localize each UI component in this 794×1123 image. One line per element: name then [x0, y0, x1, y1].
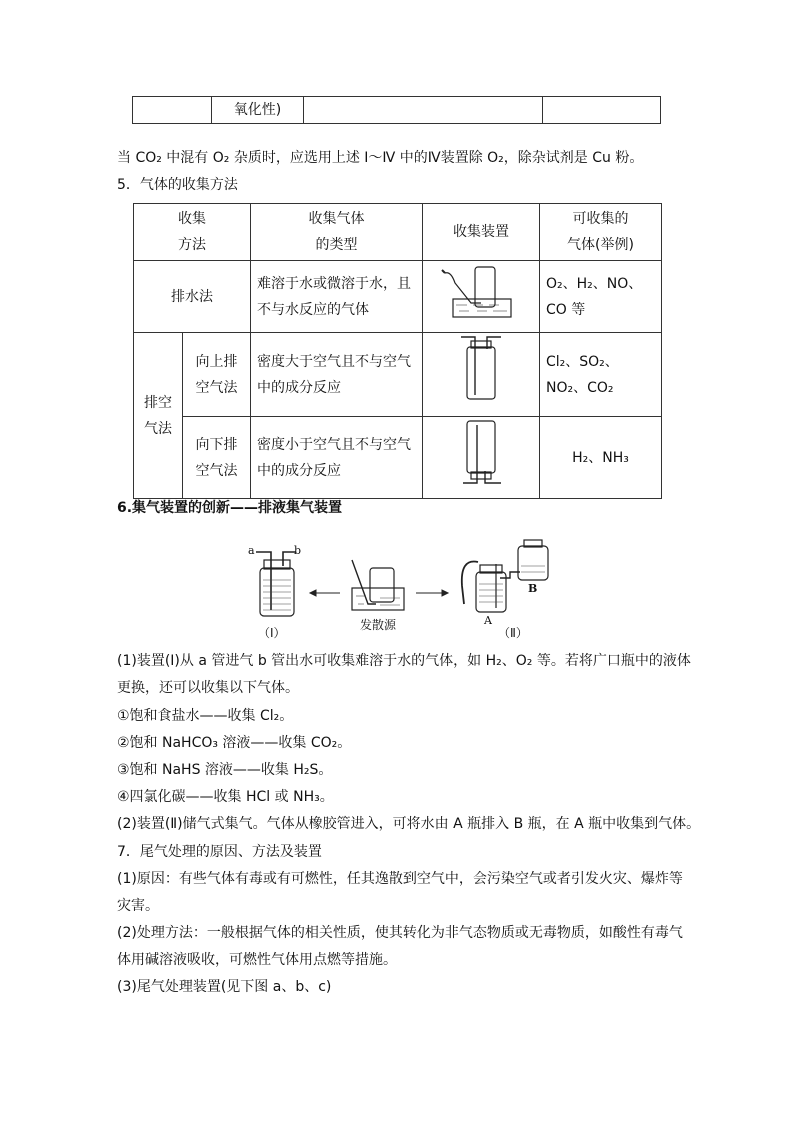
header-text: 气体(举例): [567, 237, 634, 253]
group-air-displacement: [134, 333, 183, 499]
figure-6: [240, 538, 570, 643]
header-text: 可收集的: [572, 211, 629, 227]
apparatus-downward-air: [423, 417, 540, 499]
examples-line: NO₂、CO₂: [546, 379, 614, 396]
label-b: b: [294, 544, 302, 557]
type-water: [251, 261, 423, 333]
header-text: 收集: [178, 211, 206, 227]
group-line: 排空: [144, 394, 172, 411]
paragraph-co2: 当 CO₂ 中混有 O₂ 杂质时，应选用上述 Ⅰ～Ⅳ 中的Ⅳ装置除 O₂，除杂试剂是 Cu 粉。: [117, 150, 644, 166]
method-line: 空气法: [195, 462, 238, 479]
top-table-cell: [543, 97, 661, 124]
p2: (2)装置(Ⅱ)储气式集气。气体从橡胶管进入，可将水由 A 瓶排入 B 瓶，在 A 瓶中收集到气体。: [117, 816, 701, 832]
header-type: [251, 204, 423, 261]
section-7-title: 7．尾气处理的原因、方法及装置: [117, 844, 322, 860]
apparatus-I: [256, 552, 296, 616]
list-item: ③饱和 NaHS 溶液——收集 H₂S。: [117, 762, 333, 778]
downward-air-apparatus-icon: [423, 417, 539, 489]
header-apparatus: [423, 204, 540, 261]
header-text: 收集气体: [308, 211, 365, 227]
apparatus-water: [423, 261, 540, 333]
label-center: 发散源: [360, 618, 397, 632]
label-a: a: [248, 544, 255, 557]
section-5-title: 5．气体的收集方法: [117, 177, 238, 193]
top-table: [132, 96, 661, 124]
type-line: 中的成分反应: [257, 462, 341, 479]
section-6-title: 6.集气装置的创新——排液集气装置: [117, 500, 343, 516]
header-text: 收集装置: [453, 224, 509, 240]
header-text: 的类型: [315, 237, 358, 253]
type-line: 中的成分反应: [257, 379, 341, 396]
method-downward-air: [183, 417, 251, 499]
list-item: ④四氯化碳——收集 HCl 或 NH₃。: [117, 789, 334, 805]
list-item: ①饱和食盐水——收集 Cl₂。: [117, 708, 294, 724]
p1-line1: (1)装置(Ⅰ)从 a 管进气 b 管出水可收集难溶于水的气体，如 H₂、O₂ 等。若将广口瓶中的液体: [117, 653, 691, 669]
center-apparatus: [352, 560, 404, 610]
s7-p1-line1: (1)原因：有些气体有毒或有可燃性，任其逸散到空气中，会污染空气或者引发火灾、爆炸等: [117, 871, 683, 887]
type-line: 密度大于空气且不与空气: [257, 353, 411, 370]
label-I: （Ⅰ）: [258, 626, 286, 640]
group-line: 气法: [144, 420, 172, 437]
type-line: 密度小于空气且不与空气: [257, 436, 411, 453]
s7-p3: (3)尾气处理装置(见下图 a、b、c): [117, 979, 332, 995]
method-line: 向上排: [195, 353, 238, 370]
type-line: 不与水反应的气体: [257, 301, 369, 318]
p1-line2: 更换，还可以收集以下气体。: [117, 680, 299, 696]
examples-line: Cl₂、SO₂、: [546, 353, 619, 370]
examples-line: CO 等: [546, 301, 586, 318]
list-item: ②饱和 NaHCO₃ 溶液——收集 CO₂。: [117, 735, 352, 751]
s7-p2-line1: (2)处理方法：一般根据气体的相关性质，使其转化为非气态物质或无毒物质，如酸性有毒气: [117, 925, 683, 941]
examples-line: H₂、NH₃: [572, 449, 629, 466]
collect-table: [133, 203, 662, 499]
label-A: A: [484, 614, 492, 627]
examples-upward-air: [540, 333, 662, 417]
examples-downward-air: [540, 417, 662, 499]
type-line: 难溶于水或微溶于水，且: [257, 275, 411, 292]
top-table-cell: [304, 97, 543, 124]
header-examples: [540, 204, 662, 261]
top-table-cell: [133, 97, 212, 124]
type-upward-air: [251, 333, 423, 417]
examples-line: O₂、H₂、NO、: [546, 275, 643, 292]
method-line: 空气法: [195, 379, 238, 396]
top-table-cell-oxidation: 氧化性): [212, 97, 304, 124]
method-water: 排水法: [134, 261, 251, 333]
method-upward-air: [183, 333, 251, 417]
type-downward-air: [251, 417, 423, 499]
label-II: （Ⅱ）: [498, 626, 528, 640]
apparatus-II: [462, 540, 548, 612]
upward-air-apparatus-icon: [423, 333, 539, 407]
header-method: [134, 204, 251, 261]
header-text: 方法: [178, 237, 206, 253]
water-displacement-apparatus-icon: [423, 261, 539, 323]
examples-water: [540, 261, 662, 333]
label-B: B: [528, 582, 538, 595]
s7-p2-line2: 体用碱溶液吸收，可燃性气体用点燃等措施。: [117, 952, 397, 968]
method-line: 向下排: [195, 436, 238, 453]
apparatus-upward-air: [423, 333, 540, 417]
s7-p1-line2: 灾害。: [117, 898, 159, 914]
